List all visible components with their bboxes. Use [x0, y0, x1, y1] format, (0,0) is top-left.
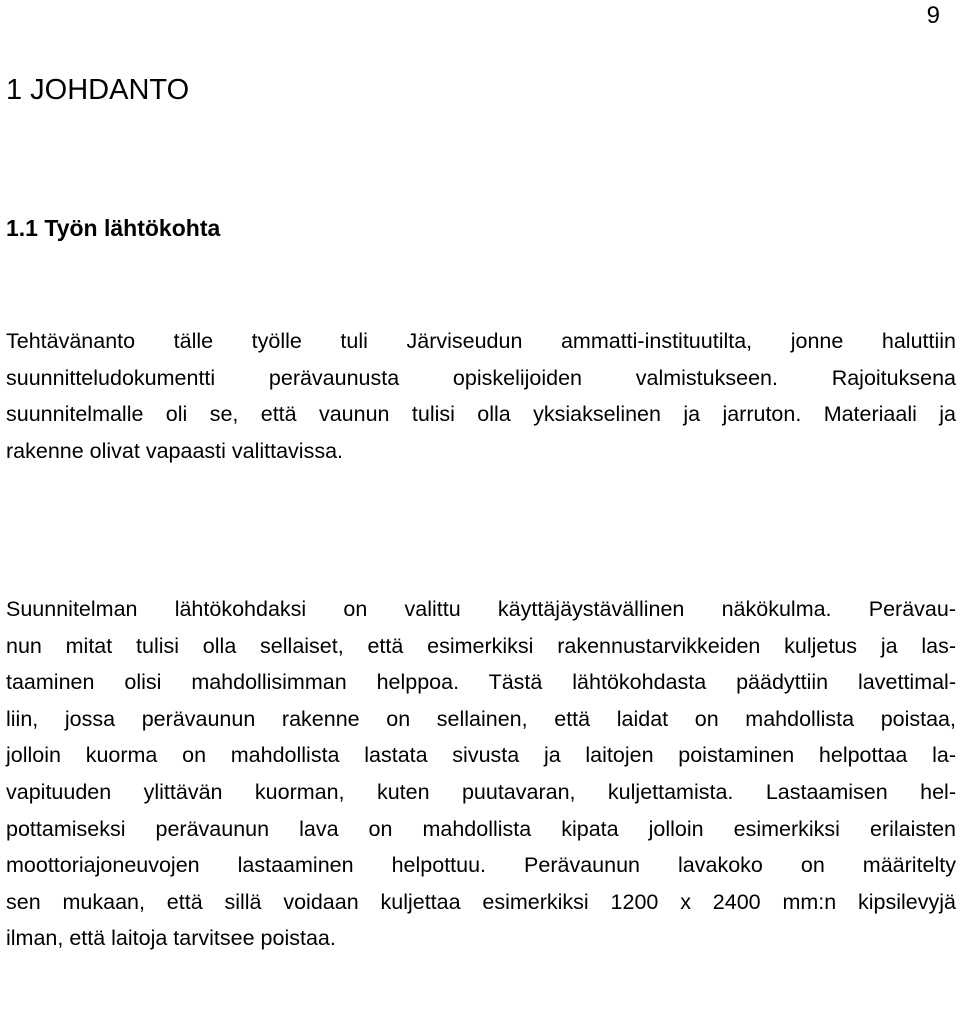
paragraph-line: pottamiseksi perävaunun lava on mahdollista kipata jolloin esimerkiksi erilaisten	[6, 816, 956, 841]
paragraph-line: ilman, että laitoja tarvitsee poistaa.	[6, 926, 336, 951]
paragraph-line: nun mitat tulisi olla sellaiset, että esimerkiksi rakennustarvikkeiden kuljetus ja las-	[6, 633, 956, 658]
section-heading: 1.1 Työn lähtökohta	[6, 215, 221, 241]
paragraph-line: rakenne olivat vapaasti valittavissa.	[6, 438, 344, 463]
paragraph-1	[6, 323, 956, 469]
paragraph-line: suunnitelmalle oli se, että vaunun tulisi olla yksiakselinen ja jarruton. Materiaali ja	[6, 402, 956, 427]
page-number: 9	[926, 2, 940, 29]
paragraph-line: suunnitteludokumentti perävaunusta opiskelijoiden valmistukseen. Rajoituksena	[6, 365, 956, 390]
paragraph-line: Suunnitelman lähtökohdaksi on valittu käyttäjäystävällinen näkökulma. Perävau-	[6, 597, 956, 621]
paragraph-line: moottoriajoneuvojen lastaaminen helpottuu. Perävaunun lavakoko on määritelty	[6, 853, 956, 878]
paragraph-line: jolloin kuorma on mahdollista lastata sivusta ja laitojen poistaminen helpottaa la-	[6, 743, 956, 768]
paragraph-line: liin, jossa perävaunun rakenne on sellainen, että laidat on mahdollista poistaa,	[6, 706, 956, 731]
chapter-heading: 1 JOHDANTO	[6, 74, 190, 106]
paragraph-2	[6, 591, 956, 957]
paragraph-line: Tehtävänanto tälle työlle tuli Järviseudun ammatti-instituutilta, jonne haluttiin	[6, 329, 956, 353]
paragraph-line: vapituuden ylittävän kuorman, kuten puutavaran, kuljettamista. Lastaamisen hel-	[6, 779, 956, 804]
paragraph-line: sen mukaan, että sillä voidaan kuljettaa esimerkiksi 1200 x 2400 mm:n kipsilevyjä	[6, 889, 956, 914]
paragraph-line: taaminen olisi mahdollisimman helppoa. Tästä lähtökohdasta päädyttiin lavettimal-	[6, 670, 956, 695]
